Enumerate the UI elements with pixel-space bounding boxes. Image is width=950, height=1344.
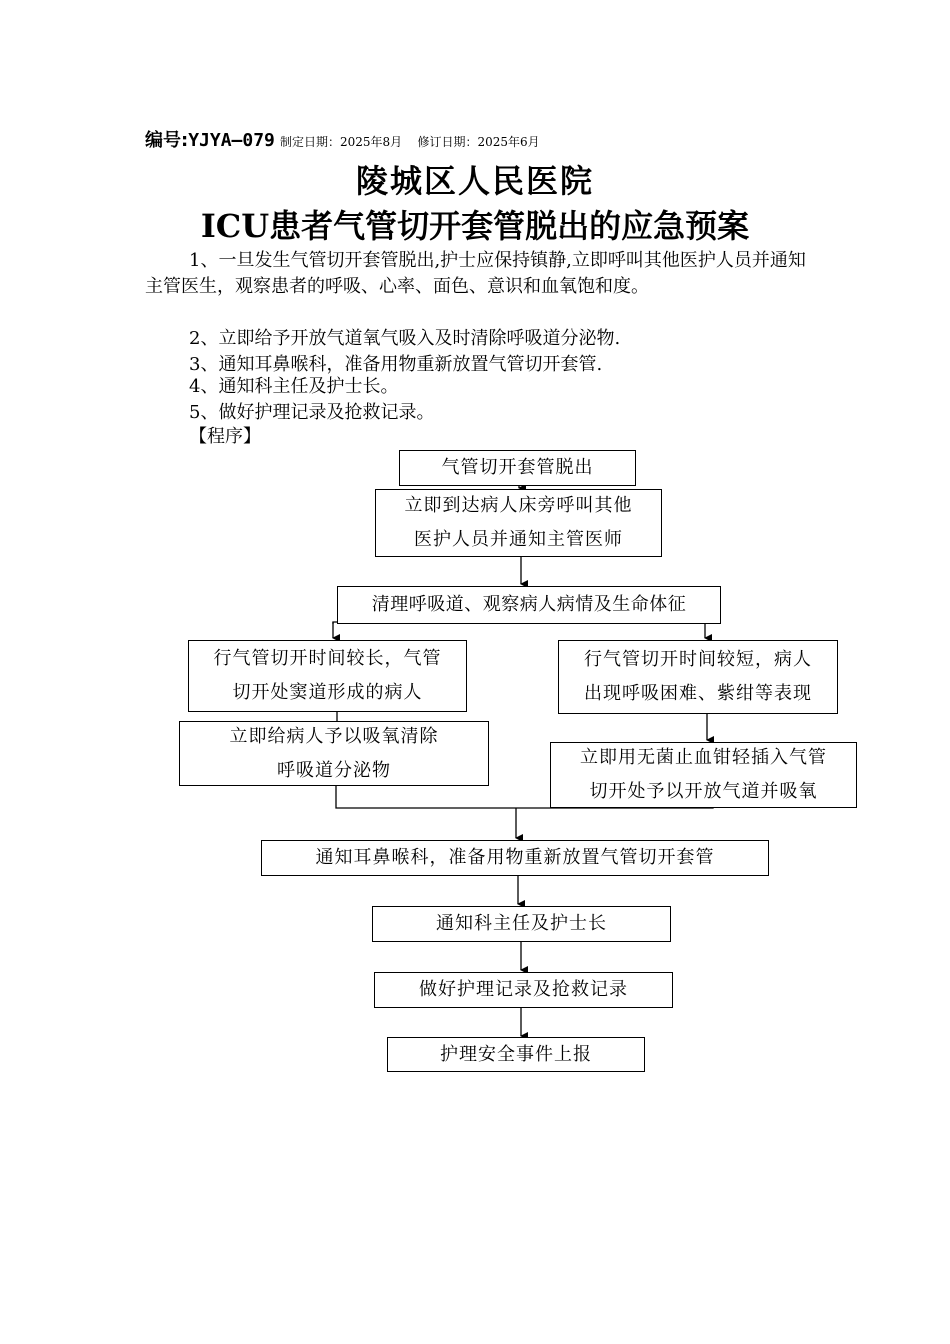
plan-title: ICU患者气管切开套管脱出的应急预案 xyxy=(200,207,750,245)
step-3: 3、通知耳鼻喉科，准备用物重新放置气管切开套管. xyxy=(189,354,603,375)
flow-start-box xyxy=(399,450,636,486)
flow-ent-text: 通知耳鼻喉科，准备用物重新放置气管切开套管 xyxy=(315,847,715,868)
flow-report-text: 护理安全事件上报 xyxy=(440,1043,592,1065)
step-4: 4、通知科主任及护士长。 xyxy=(189,376,399,397)
revised-date: 修订日期：2025年6月 xyxy=(417,135,540,149)
flow-right-condition-line1: 行气管切开时间较短，病人 xyxy=(584,649,812,670)
flow-record-text: 做好护理记录及抢救记录 xyxy=(419,979,628,1000)
flow-right-condition-box xyxy=(558,640,838,714)
flow-notify-text: 通知科主任及护士长 xyxy=(436,913,607,934)
flow-call-line2: 医护人员并通知主管医师 xyxy=(414,529,623,550)
flow-right-condition-line2: 出现呼吸困难、紫绀等表现 xyxy=(584,683,812,704)
code-value: YJYA—079 xyxy=(188,130,275,151)
flow-left-action-line1: 立即给病人予以吸氧清除 xyxy=(229,725,439,747)
flow-observe-text: 清理呼吸道、观察病人病情及生命体征 xyxy=(371,594,687,615)
step-1: 1、一旦发生气管切开套管脱出,护士应保持镇静,立即呼叫其他医护人员并通知主管医生，观察患者的呼吸、心率、面色、意识和血氧饱和度。 xyxy=(145,250,806,297)
flow-right-action-line2: 切开处予以开放气道并吸氧 xyxy=(589,781,818,802)
flow-left-condition-line2: 切开处窦道形成的病人 xyxy=(232,682,423,703)
flow-record-box xyxy=(374,972,673,1008)
flow-right-action-line1: 立即用无菌止血钳轻插入气管 xyxy=(580,747,827,768)
document-header xyxy=(145,126,540,152)
flow-right-action-box xyxy=(550,742,857,808)
code-label: 编号: xyxy=(145,130,189,151)
procedure-label: 【程序】 xyxy=(189,426,261,447)
flow-left-condition-box xyxy=(188,640,467,712)
flow-left-condition-line1: 行气管切开时间较长，气管 xyxy=(213,648,442,669)
flow-call-line1: 立即到达病人床旁呼叫其他 xyxy=(404,495,633,516)
flow-notify-box xyxy=(372,906,671,942)
flow-ent-box xyxy=(261,840,769,876)
flow-left-action-box xyxy=(179,721,489,786)
flow-left-action-line2: 呼吸道分泌物 xyxy=(277,759,391,781)
flow-observe-box xyxy=(337,586,721,624)
flow-call-box xyxy=(375,489,662,557)
flow-report-box xyxy=(387,1037,645,1072)
made-date: 制定日期：2025年8月 xyxy=(280,135,403,149)
step-2: 2、立即给予开放气道氧气吸入及时清除呼吸道分泌物. xyxy=(189,328,621,349)
hospital-title: 陵城区人民医院 xyxy=(355,162,594,200)
step-5: 5、做好护理记录及抢救记录。 xyxy=(189,402,435,423)
flow-start-text: 气管切开套管脱出 xyxy=(441,457,594,478)
